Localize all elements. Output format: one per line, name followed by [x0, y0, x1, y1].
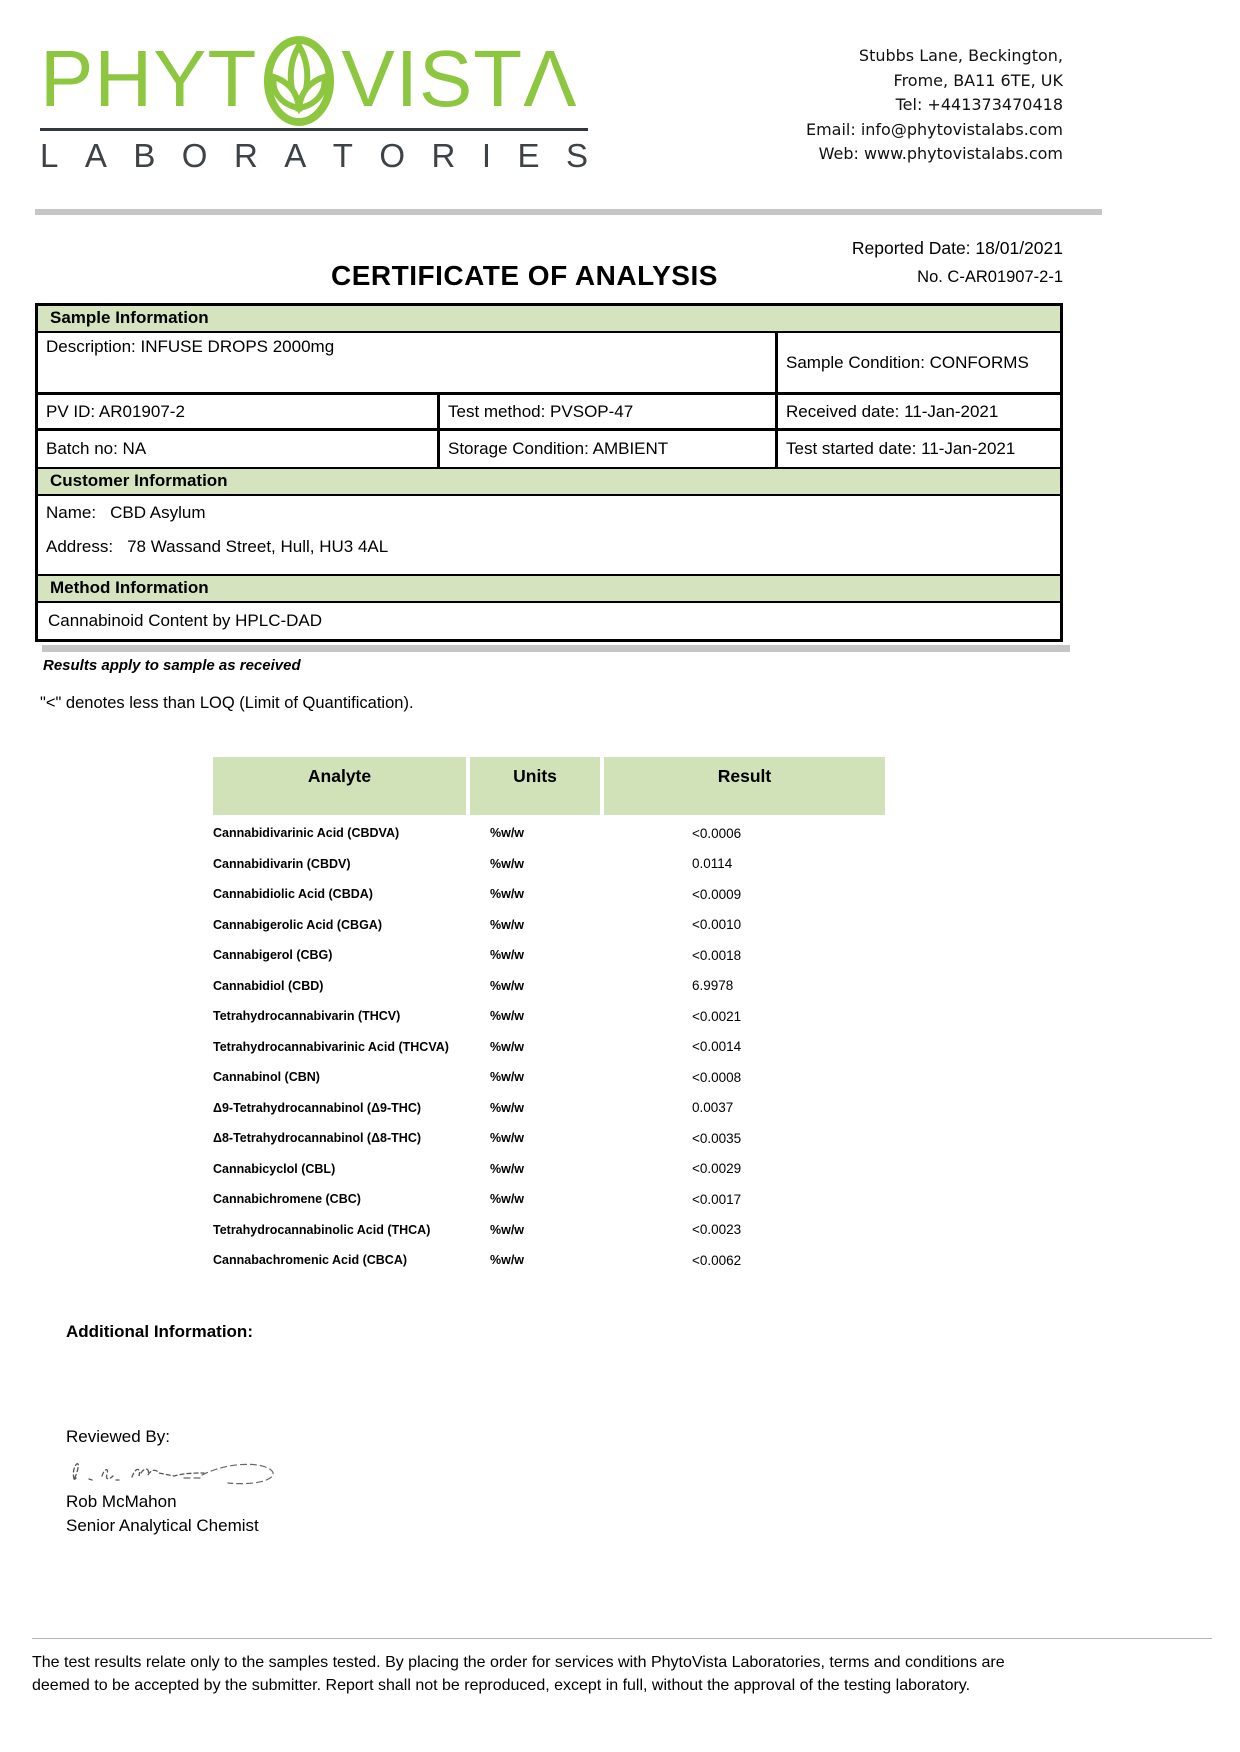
result-row	[213, 879, 885, 910]
analyte-units: %w/w	[490, 948, 525, 963]
page-title: CERTIFICATE OF ANALYSIS	[331, 260, 718, 291]
loq-note: "<" denotes less than LOQ (Limit of Quantification).	[40, 694, 414, 712]
analyte-name: Cannabachromenic Acid (CBCA)	[213, 1253, 408, 1268]
analyte-units: %w/w	[490, 826, 525, 841]
reviewer-name: Rob McMahon	[66, 1492, 177, 1511]
analyte-name: Cannabidivarin (CBDV)	[213, 856, 351, 871]
additional-information-label: Additional Information:	[66, 1322, 253, 1341]
customer-address-label: Address:	[46, 537, 114, 556]
analyte-result: <0.0008	[692, 1069, 742, 1085]
info-table	[35, 303, 1063, 642]
analyte-units: %w/w	[490, 978, 525, 993]
pv-id-cell: PV ID: AR01907-2	[38, 395, 440, 428]
result-row	[213, 1154, 885, 1185]
logo-divider	[40, 128, 588, 131]
contact-line: Stubbs Lane, Beckington,	[858, 46, 1063, 65]
reviewed-by-label: Reviewed By:	[66, 1427, 170, 1446]
signature	[64, 1448, 299, 1490]
result-row	[213, 1123, 885, 1154]
logo-subtitle-letter: O	[379, 137, 406, 174]
report-meta	[852, 238, 1063, 287]
contact-line: Web: www.phytovistalabs.com	[818, 144, 1063, 164]
analyte-name: Tetrahydrocannabivarin (THCV)	[213, 1009, 401, 1024]
analyte-result: 0.0114	[692, 856, 733, 872]
method-cell: Cannabinoid Content by HPLC-DAD	[48, 611, 323, 630]
header-divider-bar	[35, 209, 1102, 215]
analyte-result: <0.0018	[692, 947, 742, 963]
result-row	[213, 818, 885, 849]
leaf-icon	[262, 36, 336, 126]
result-row	[213, 940, 885, 971]
analyte-units: %w/w	[490, 1100, 525, 1115]
sample-row-batch	[38, 431, 1060, 467]
analyte-name: Cannabigerolic Acid (CBGA)	[213, 917, 382, 932]
results-table	[213, 757, 885, 1276]
results-rows	[213, 818, 885, 1276]
section-sample-information: Sample Information	[38, 306, 1060, 333]
analyte-result: <0.0023	[692, 1222, 742, 1238]
column-header-result: Result	[604, 757, 885, 815]
logo-text-vist: VIST	[341, 34, 524, 124]
contact-line: Frome, BA11 6TE, UK	[893, 70, 1063, 90]
result-row	[213, 1093, 885, 1124]
results-apply-note: Results apply to sample as received	[43, 657, 301, 674]
logo-wordmark	[40, 34, 590, 124]
footer-line-1: The test results relate only to the samples tested. By placing the order for services with PhytoVista Laboratories, terms and conditions are	[32, 1654, 1005, 1671]
contact-line: Tel: +441373470418	[895, 95, 1063, 115]
customer-address-line	[46, 537, 1052, 557]
logo-subtitle-letter: O	[181, 137, 208, 174]
batch-no-cell: Batch no: NA	[38, 431, 440, 467]
section-method-information: Method Information	[38, 574, 1060, 603]
logo-subtitle-letter: L	[40, 137, 59, 174]
result-row	[213, 1032, 885, 1063]
logo-text-a: Λ	[523, 34, 578, 124]
analyte-name: Cannabicyclol (CBL)	[213, 1161, 336, 1176]
analyte-result: <0.0009	[692, 886, 742, 902]
result-row	[213, 849, 885, 880]
analyte-name: Tetrahydrocannabinolic Acid (THCA)	[213, 1222, 431, 1237]
result-row	[213, 1245, 885, 1276]
column-header-analyte: Analyte	[213, 757, 466, 815]
footer-line-2: deemed to be accepted by the submitter. Report shall not be reproduced, except in full, without the approval of the testing laboratory.	[32, 1677, 971, 1694]
sample-condition-cell: Sample Condition: CONFORMS	[786, 352, 1029, 372]
analyte-result: <0.0010	[692, 917, 742, 933]
results-table-header	[213, 757, 885, 815]
logo-text-phyt: PHYT	[40, 34, 258, 124]
contact-block	[806, 44, 1063, 167]
analyte-result: <0.0035	[692, 1130, 742, 1146]
reported-date: Reported Date: 18/01/2021	[851, 238, 1063, 258]
test-started-cell: Test started date: 11-Jan-2021	[786, 439, 1016, 458]
analyte-name: Cannabinol (CBN)	[213, 1070, 320, 1085]
analyte-result: <0.0021	[692, 1008, 742, 1024]
analyte-units: %w/w	[490, 1070, 525, 1085]
logo-subtitle-letter: E	[517, 137, 540, 174]
result-row	[213, 1062, 885, 1093]
logo-subtitle-letter: A	[84, 137, 107, 174]
test-method-cell: Test method: PVSOP-47	[440, 395, 778, 428]
logo-subtitle-letter: A	[284, 137, 307, 174]
analyte-name: Δ9-Tetrahydrocannabinol (Δ9-THC)	[213, 1100, 422, 1115]
info-table-shadow-bar	[42, 645, 1070, 652]
logo-subtitle-letter: R	[431, 137, 456, 174]
logo-subtitle-letter: I	[481, 137, 491, 174]
sample-row-ids	[38, 395, 1060, 431]
analyte-result: <0.0029	[692, 1161, 742, 1177]
analyte-result: 0.0037	[692, 1100, 734, 1116]
customer-name: CBD Asylum	[110, 503, 206, 522]
sample-row-description	[38, 333, 1060, 395]
description-cell: Description: INFUSE DROPS 2000mg	[38, 333, 778, 392]
analyte-units: %w/w	[490, 1192, 525, 1207]
analyte-name: Cannabidiolic Acid (CBDA)	[213, 887, 373, 902]
logo-subtitle-letter: S	[565, 137, 588, 174]
reviewer-title: Senior Analytical Chemist	[66, 1516, 259, 1535]
analyte-name: Δ8-Tetrahydrocannabinol (Δ8-THC)	[213, 1131, 422, 1146]
analyte-name: Tetrahydrocannabivarinic Acid (THCVA)	[213, 1039, 449, 1054]
logo-subtitle-letter: R	[233, 137, 258, 174]
customer-address: 78 Wassand Street, Hull, HU3 4AL	[127, 537, 389, 556]
analyte-units: %w/w	[490, 1161, 525, 1176]
result-row	[213, 910, 885, 941]
analyte-units: %w/w	[490, 1253, 525, 1268]
analyte-units: %w/w	[490, 887, 525, 902]
contact-line: Email: info@phytovistalabs.com	[805, 119, 1063, 139]
logo-subtitle-letter: B	[133, 137, 156, 174]
report-number: No. C-AR01907-2-1	[917, 268, 1063, 286]
column-header-units: Units	[470, 757, 600, 815]
analyte-result: <0.0014	[692, 1039, 742, 1055]
analyte-units: %w/w	[490, 1039, 525, 1054]
result-row	[213, 1001, 885, 1032]
analyte-units: %w/w	[490, 1009, 525, 1024]
analyte-name: Cannabigerol (CBG)	[213, 948, 333, 963]
customer-name-label: Name:	[46, 503, 97, 522]
analyte-name: Cannabidivarinic Acid (CBDVA)	[213, 826, 400, 841]
result-row	[213, 971, 885, 1002]
logo-subtitle	[40, 139, 588, 172]
result-row	[213, 1184, 885, 1215]
received-date-cell: Received date: 11-Jan-2021	[786, 401, 999, 421]
logo-subtitle-letter: T	[332, 137, 353, 174]
analyte-result: 6.9978	[692, 978, 734, 994]
analyte-result: <0.0017	[692, 1191, 742, 1207]
analyte-name: Cannabidiol (CBD)	[213, 978, 324, 993]
footer-disclaimer	[32, 1638, 1212, 1697]
analyte-result: <0.0006	[692, 825, 742, 841]
section-customer-information: Customer Information	[38, 467, 1060, 496]
logo	[40, 34, 590, 172]
analyte-units: %w/w	[490, 856, 525, 871]
customer-cell	[38, 496, 1060, 574]
storage-condition-cell: Storage Condition: AMBIENT	[440, 431, 778, 467]
analyte-result: <0.0062	[692, 1252, 742, 1268]
analyte-units: %w/w	[490, 917, 525, 932]
customer-name-line	[46, 503, 1052, 523]
analyte-units: %w/w	[490, 1131, 525, 1146]
analyte-name: Cannabichromene (CBC)	[213, 1192, 361, 1207]
analyte-units: %w/w	[490, 1222, 525, 1237]
result-row	[213, 1215, 885, 1246]
